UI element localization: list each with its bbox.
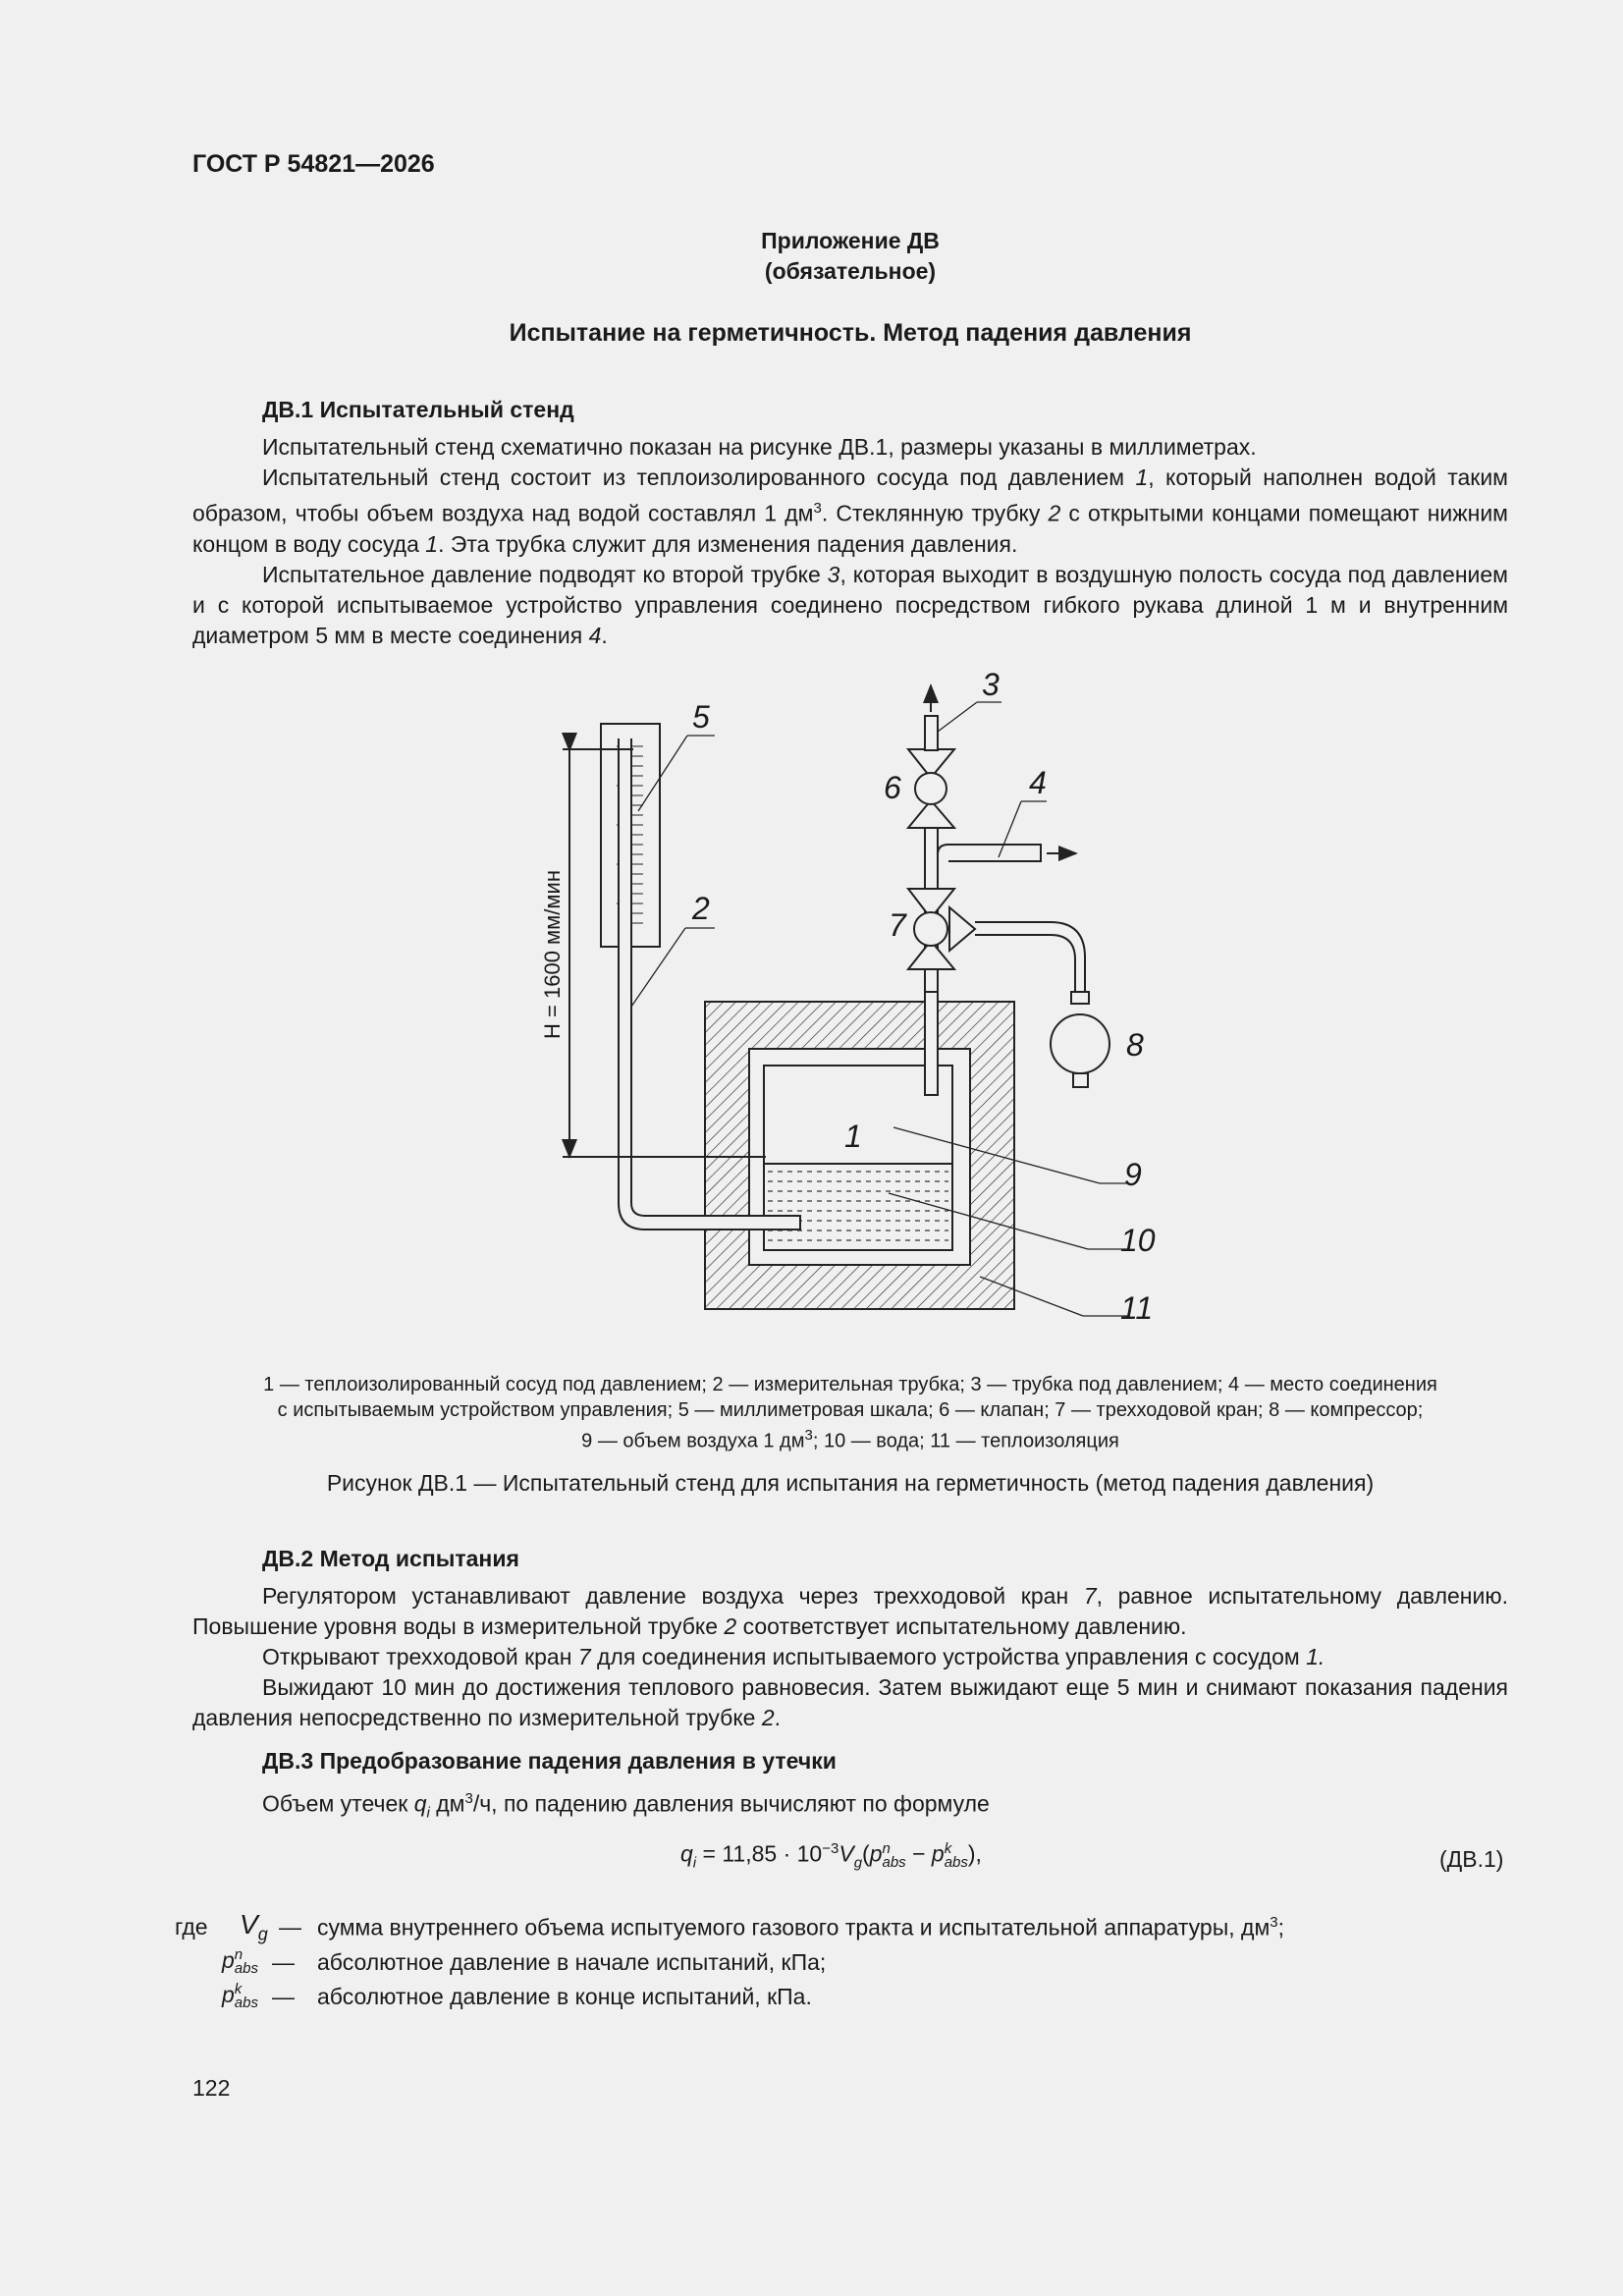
paragraph: Выжидают 10 мин до достижения теплового равновесия. Затем выжидают еще 5 мин и снимают показания падения давления непосредственно по измерительной трубке 2.: [192, 1674, 1508, 1730]
compressor: [1051, 1014, 1109, 1073]
symbol-p-abs-n: p n abs: [222, 1945, 258, 1977]
callout-6: 6: [884, 770, 901, 805]
section-heading-dv3: ДВ.3 Предобразование падения давления в утечки: [262, 1748, 837, 1774]
section-heading-dv2: ДВ.2 Метод испытания: [262, 1546, 519, 1571]
water: [765, 1164, 951, 1249]
document-title: Испытание на герметичность. Метод падения давления: [509, 319, 1192, 347]
dimension-label: H = 1600 мм/мин: [540, 870, 565, 1039]
callout-2: 2: [692, 891, 710, 926]
formula-number: (ДВ.1): [1439, 1846, 1504, 1872]
callout-1: 1: [844, 1119, 862, 1154]
appendix-status: (обязательное): [764, 258, 937, 284]
callout-5: 5: [692, 699, 710, 735]
paragraph: Испытательный стенд состоит из теплоизолированного сосуда под давлением 1, который наполнен водой таким образом, чтобы объем воздуха над водой составлял 1 $дм^3$. Стеклянную трубку 2 с открытыми концами помещают нижним концом в воду сосуда 1. Эта трубка служит для изменения падения давления.: [192, 465, 1508, 557]
paragraph: Испытательный стенд схематично показан на рисунке ДВ.1, размеры указаны в миллиметрах.: [262, 434, 1257, 460]
callout-7: 7: [889, 907, 906, 943]
section-dv3-intro: Объем утечек $q_i$ $дм^3/ч$, по падению давления вычисляют по формуле: [262, 1790, 990, 1822]
symbol-vg: $V_g$: [240, 1909, 268, 1944]
legend-line: 1 — теплоизолированный сосуд под давлением; 2 — измерительная трубка; 3 — трубка под давлением; 4 — место соединения: [263, 1374, 1437, 1395]
appendix-title: Приложение ДВ: [761, 228, 940, 253]
callout-11: 11: [1120, 1290, 1154, 1326]
page-number: 122: [192, 2075, 231, 2101]
definition-vg: сумма внутреннего объема испытуемого газового тракта и испытательной аппаратуры, $дм^3$;: [317, 1914, 1284, 1941]
paragraph: Испытательное давление подводят ко второй трубке 3, которая выходит в воздушную полость сосуда под давлением и с которой испытываемое устройство управления соединено посредством гибкого рукава длиной 1 м и внутренним диаметром 5 мм в месте соединения 4.: [192, 561, 1508, 648]
document-page: ГОСТ Р 54821—2026 Приложение ДВ (обязательное) Испытание на герметичность. Метод падения давления ДВ.1 Испытательный стенд Испытательный стенд схематично показан на рисунке ДВ.1, размеры указаны в миллиметрах. Испытательный стенд состоит из теплоизолированного сосуда под давлением 1, который наполнен водой таким образом, чтобы объем воздуха над водой составлял 1 $дм^3$. Стеклянную трубку 2 с открытыми концами помещают нижним концом в воду сосуда 1. Эта трубка служит для изменения падения давления. Испытательное давление подводят ко второй трубке 3, которая выходит в воздушную полость сосуда под давлением и с которой испытываемое устройство управления соединено посредством гибкого рукава длиной 1 м и внутренним диаметром 5 мм в месте соединения 4. 1 2 3 4 5 6 7 8 9 10 11 H = 1600 мм/мин 1 — теплоизолированный сосуд под давлением; 2 — измерительная трубка; 3 — трубка под давлением; 4 — место соединения с испытываемым устройством управления; 5 — миллиметровая шкала; 6 — клапан; 7 — трехходовой кран; 8 — компрессор; 9 — объем воздуха 1 $дм^3$; 10 — вода; 11 — теплоизоляция Рисунок ДВ.1 — Испытательный стенд для испытания на герметичность (метод падения давления) ДВ.2 Метод испытания Регулятором устанавливают давление воздуха через трехходовой кран 7, равное испытательному давлению. Повышение уровня воды в измерительной трубке 2 соответствует испытательному давлению. Открывают трехходовой кран 7 для соединения испытываемого устройства управления с сосудом 1. Выжидают 10 мин до достижения теплового равновесия. Затем выжидают еще 5 мин и снимают показания падения давления непосредственно по измерительной трубке 2. ДВ.3 Предобразование падения давления в утечки Объем утечек $q_i$ $дм^3/ч$, по падению давления вычисляют по формуле $q_i = 11,85 \cdot 10^{-3}V_g(p$ n abs − p k abs ), (ДВ.1) где $V_g$ — сумма внутреннего объема испытуемого газового тракта и испытательной аппаратуры, $дм^3$; p n abs — абсолютное давление в начале испытаний, кПа; p k abs — абсолютное давление в конце испытаний, кПа. 122: [0, 0, 1623, 2296]
pressure-tube: [925, 992, 938, 1095]
valve: [915, 773, 947, 804]
paragraph: Открывают трехходовой кран 7 для соединения испытываемого устройства управления с сосудом 1.: [262, 1644, 1325, 1669]
definition-p-abs-n: абсолютное давление в начале испытаний, кПа;: [317, 1949, 827, 1975]
legend-line: 9 — объем воздуха 1 $дм^3$; 10 — вода; 11 — теплоизоляция: [581, 1427, 1119, 1452]
where-word: где: [175, 1914, 208, 1940]
figure-caption: Рисунок ДВ.1 — Испытательный стенд для испытания на герметичность (метод падения давления): [326, 1470, 1375, 1496]
paragraph: Регулятором устанавливают давление воздуха через трехходовой кран 7, равное испытательному давлению. Повышение уровня воды в измерительной трубке 2 соответствует испытательному давлению.: [192, 1583, 1508, 1639]
formula-dv1: $q_i = 11,85 \cdot 10^{-3}V_g(p$ n abs − p k abs ),: [680, 1839, 982, 1872]
symbol-p-abs-k: p k abs: [222, 1980, 258, 2011]
section-heading-dv1: ДВ.1 Испытательный стенд: [262, 397, 574, 422]
three-way-valve: [914, 912, 947, 946]
callout-3: 3: [982, 667, 1000, 702]
callout-4: 4: [1029, 765, 1047, 800]
definition-p-abs-k: абсолютное давление в конце испытаний, кПа.: [317, 1984, 812, 2009]
document-header: ГОСТ Р 54821—2026: [192, 150, 435, 178]
section-dv2-body: [192, 1581, 1508, 1733]
callout-8: 8: [1126, 1027, 1144, 1063]
callout-10: 10: [1120, 1223, 1156, 1258]
callout-9: 9: [1124, 1157, 1142, 1192]
legend-line: с испытываемым устройством управления; 5 — миллиметровая шкала; 6 — клапан; 7 — трехходовой кран; 8 — компрессор;: [277, 1399, 1424, 1421]
figure-legend: [192, 1372, 1508, 1454]
